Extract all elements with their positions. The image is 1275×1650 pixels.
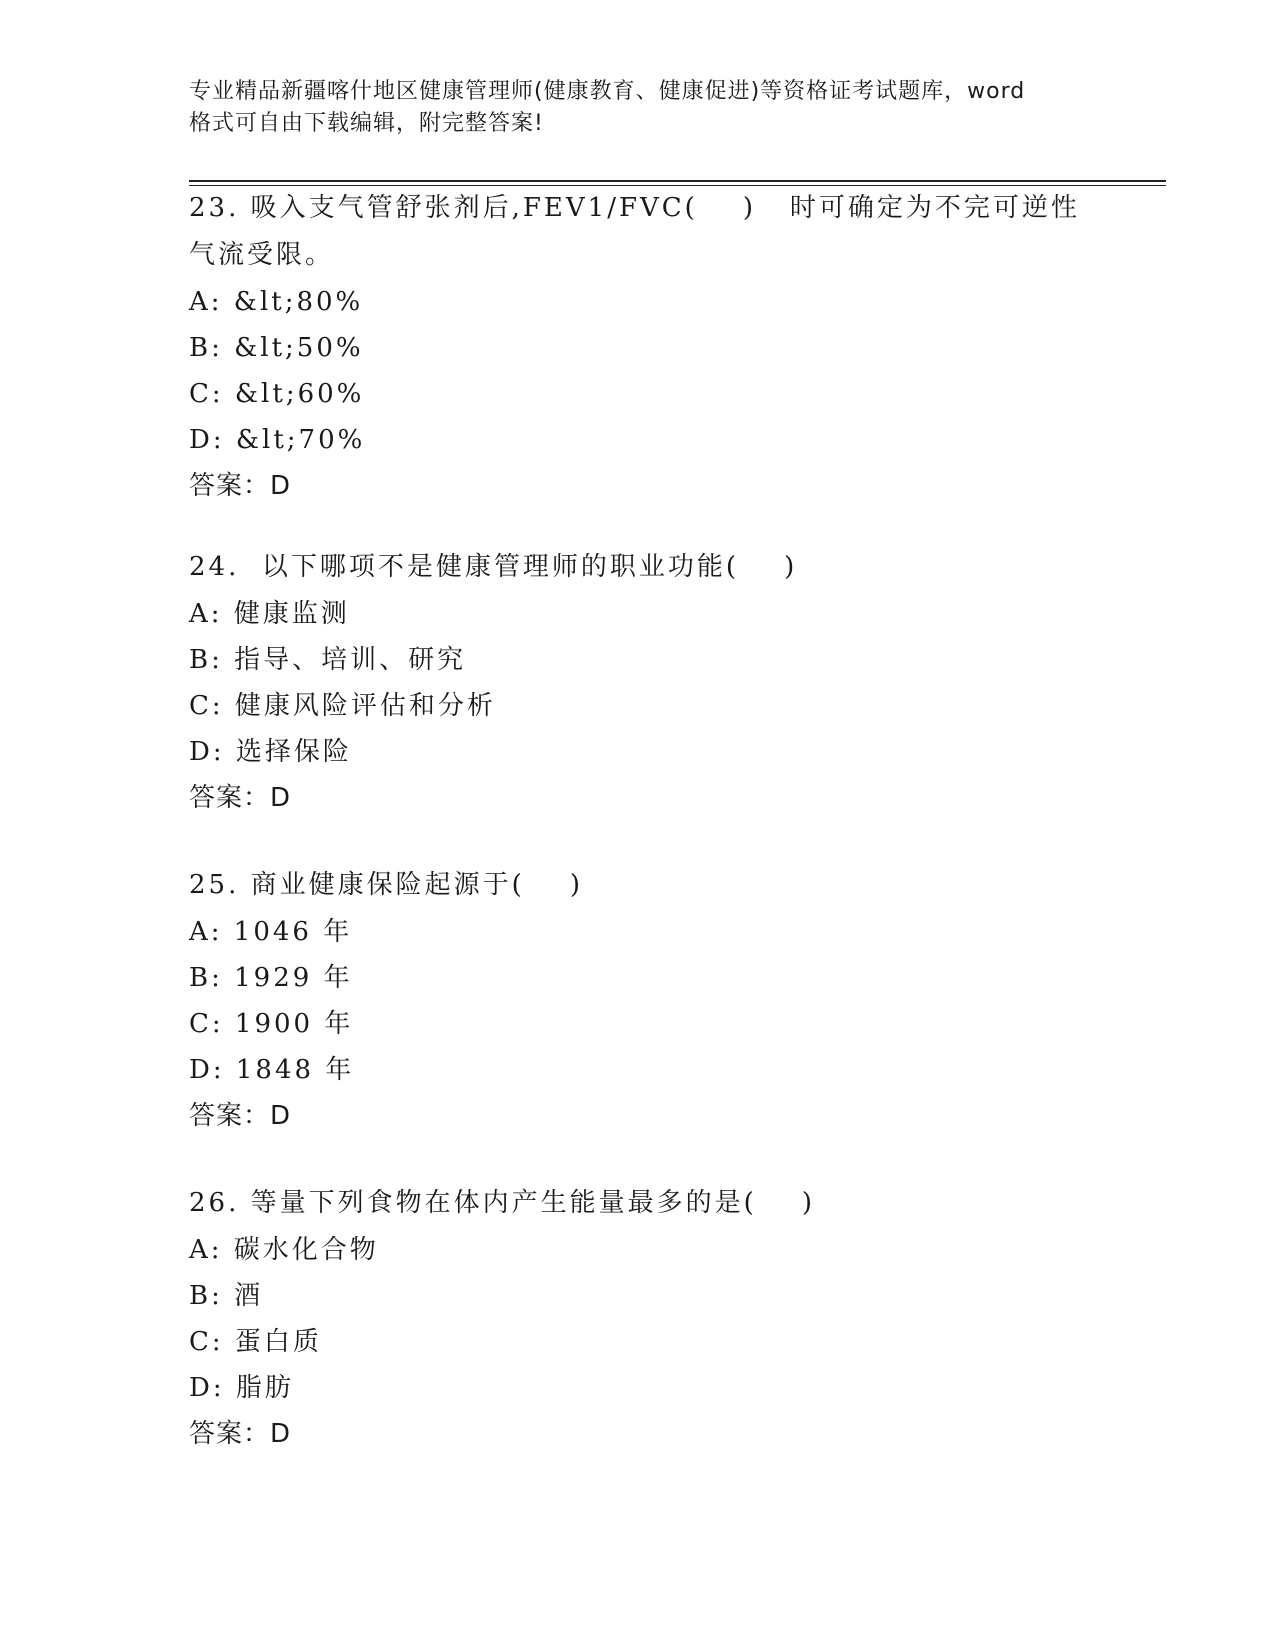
question-24 xyxy=(189,544,1089,821)
question-23 xyxy=(189,185,1089,509)
answer: 答案：D xyxy=(189,783,292,813)
answer: 答案：D xyxy=(189,1101,292,1131)
answer: 答案：D xyxy=(189,471,292,501)
option-d: D: 脂肪 xyxy=(189,1373,294,1403)
header-divider xyxy=(189,180,1166,182)
option-c: C: 健康风险评估和分析 xyxy=(189,691,496,721)
question-stem-continued: 气流受限。 xyxy=(189,240,335,270)
option-b: B: 酒 xyxy=(189,1281,264,1311)
question-stem: 23. 吸入支气管舒张剂后,FEV1/FVC( ) 时可确定为不完可逆性 xyxy=(189,193,1080,223)
option-c: C: 1900 年 xyxy=(189,1009,354,1039)
option-d: D: 1848 年 xyxy=(189,1055,355,1085)
header-line-2: 格式可自由下载编辑，附完整答案! xyxy=(189,111,544,136)
option-b: B: 1929 年 xyxy=(189,963,353,993)
question-stem: 25. 商业健康保险起源于( ) xyxy=(189,870,583,900)
option-c: C: &lt;60% xyxy=(189,379,365,409)
option-a: A: 健康监测 xyxy=(189,599,350,629)
question-26 xyxy=(189,1180,1089,1457)
option-a: A: 1046 年 xyxy=(189,917,353,947)
question-25 xyxy=(189,862,1089,1139)
option-c: C: 蛋白质 xyxy=(189,1327,322,1357)
option-b: B: 指导、培训、研究 xyxy=(189,645,467,675)
document-header xyxy=(189,76,1099,140)
header-line-1: 专业精品新疆喀什地区健康管理师(健康教育、健康促进)等资格证考试题库，word xyxy=(189,79,1026,104)
option-b: B: &lt;50% xyxy=(189,333,364,363)
question-stem: 26. 等量下列食物在体内产生能量最多的是( ) xyxy=(189,1188,815,1218)
option-d: D: &lt;70% xyxy=(189,425,366,455)
option-a: A: &lt;80% xyxy=(189,287,364,317)
option-a: A: 碳水化合物 xyxy=(189,1235,379,1265)
answer: 答案：D xyxy=(189,1419,292,1449)
option-d: D: 选择保险 xyxy=(189,737,352,767)
question-stem: 24. 以下哪项不是健康管理师的职业功能( ) xyxy=(189,552,798,582)
